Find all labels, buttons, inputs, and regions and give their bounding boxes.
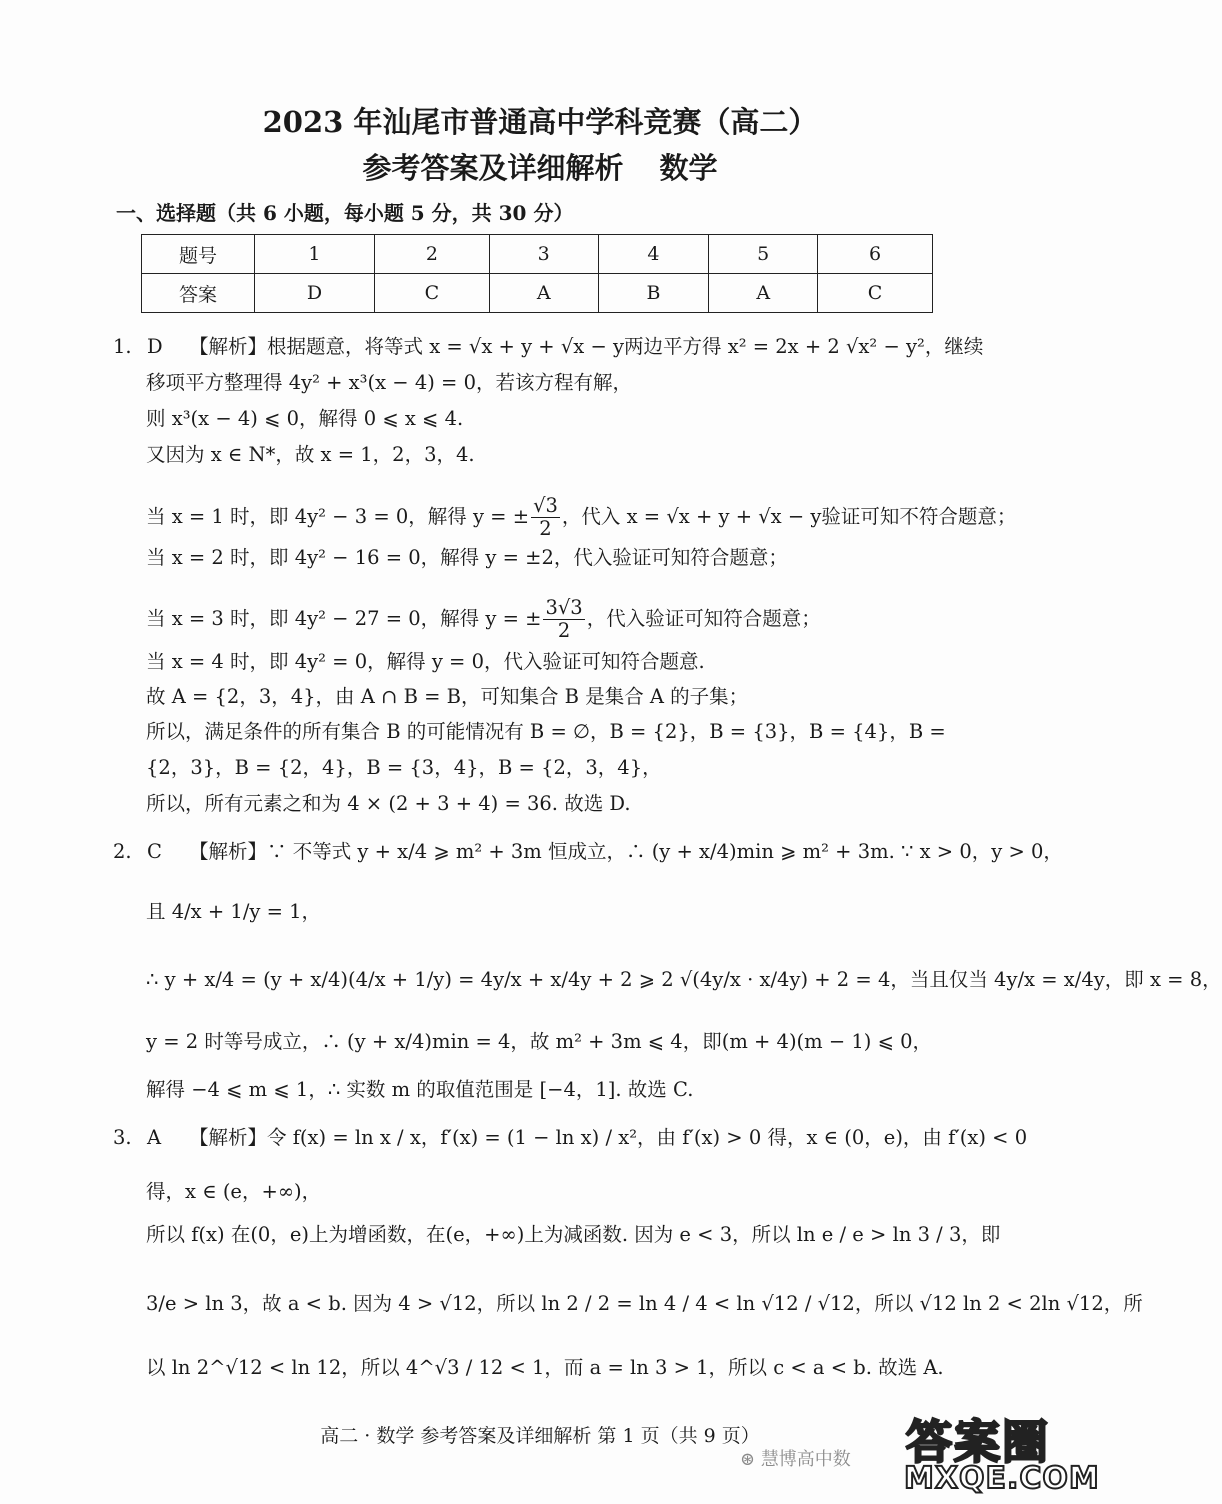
q1-line-1 — [113, 333, 983, 361]
denominator: 2 — [557, 619, 571, 642]
q1-line-6: 当 x = 2 时，即 4y² − 16 = 0，解得 y = ±2，代入验证可知符合题意； — [146, 546, 788, 569]
table-header-cell: 题号 — [142, 235, 255, 274]
question-number: 3. — [113, 1126, 132, 1149]
q1-line-7 — [146, 597, 821, 642]
table-cell: 4 — [598, 235, 709, 274]
site-logo-watermark — [900, 1406, 1100, 1498]
solution-text: 【解析】∵ 不等式 y + x/4 ⩾ m² + 3m 恒成立，∴ (y + x/4)min ⩾ m² + 3m. ∵ x > 0，y > 0， — [189, 840, 1063, 863]
fraction — [531, 495, 560, 540]
table-cell: B — [598, 274, 709, 313]
q2-line-5: 解得 −4 ⩽ m ⩽ 1，∴ 实数 m 的取值范围是 [−4，1]. 故选 C. — [146, 1078, 694, 1101]
table-header-cell: 答案 — [142, 274, 255, 313]
wechat-watermark-text: 慧博高中数 — [760, 1449, 851, 1470]
q1-line-3: 则 x³(x − 4) ⩽ 0，解得 0 ⩽ x ⩽ 4. — [146, 407, 464, 430]
q1-line-2: 移项平方整理得 4y² + x³(x − 4) = 0，若该方程有解， — [146, 371, 632, 394]
logo-text: 答案圈 — [906, 1415, 1050, 1469]
denominator: 2 — [539, 517, 552, 540]
question-answer-letter: C — [147, 840, 162, 863]
q3-line-5: 以 ln 2^√12 < ln 12，所以 4^√3 / 12 < 1，而 a = ln 3 > 1，所以 c < a < b. 故选 A. — [146, 1356, 944, 1379]
q3-line-2: 得，x ∈ (e，+∞)， — [146, 1180, 322, 1203]
logo-site-text: MXQE.COM — [904, 1461, 1100, 1496]
q1-line-9: 故 A = {2，3，4}，由 A ∩ B = B，可知集合 B 是集合 A 的子集； — [146, 685, 749, 708]
page-title: 2023 年汕尾市普通高中学科竞赛（高二） — [262, 105, 818, 139]
question-answer-letter: D — [147, 335, 163, 358]
q2-line-3: ∴ y + x/4 = (y + x/4)(4/x + 1/y) = 4y/x + x/4y + 2 ⩾ 2 √(4y/x · x/4y) + 2 = 4，当且仅当 4y/x = x/4y，即 x = 8， — [146, 968, 1222, 991]
subtitle-subject: 数学 — [659, 151, 718, 185]
wechat-watermark — [740, 1445, 851, 1471]
question-answer-letter: A — [147, 1126, 162, 1149]
table-cell: C — [818, 274, 933, 313]
table-row — [142, 274, 933, 313]
q3-line-4: 3/e > ln 3，故 a < b. 因为 4 > √12，所以 ln 2 / 2 = ln 4 / 4 < ln √12 / √12，所以 √12 ln 2 < 2ln √12，所 — [146, 1292, 1143, 1315]
solution-text: 当 x = 1 时，即 4y² − 3 = 0，解得 y = ± — [146, 505, 530, 528]
table-cell: 2 — [374, 235, 489, 274]
q2-line-4: y = 2 时等号成立，∴ (y + x/4)min = 4，故 m² + 3m ⩽ 4，即(m + 4)(m − 1) ⩽ 0， — [146, 1030, 933, 1053]
solution-text: 【解析】令 f(x) = ln x / x，f′(x) = (1 − ln x) / x²，由 f′(x) > 0 得，x ∈ (0，e)，由 f′(x) < 0 — [189, 1126, 1028, 1149]
question-number: 1. — [113, 335, 132, 358]
solution-text: ，代入验证可知符合题意； — [586, 607, 821, 630]
q1-line-10: 所以，满足条件的所有集合 B 的可能情况有 B = ∅，B = {2}，B = {3}，B = {4}，B = — [146, 720, 946, 743]
subtitle-main: 参考答案及详细解析 — [362, 151, 624, 185]
q1-line-5 — [146, 495, 1016, 540]
table-cell: 3 — [489, 235, 598, 274]
table-cell: A — [489, 274, 598, 313]
solution-text: 当 x = 3 时，即 4y² − 27 = 0，解得 y = ± — [146, 607, 542, 630]
numerator: 3√3 — [545, 596, 583, 619]
table-cell: D — [255, 274, 375, 313]
table-row — [142, 235, 933, 274]
q2-line-2: 且 4/x + 1/y = 1， — [146, 900, 322, 923]
q3-line-3: 所以 f(x) 在(0，e)上为增函数，在(e，+∞)上为减函数. 因为 e < 3，所以 ln e / e > ln 3 / 3，即 — [146, 1223, 1001, 1246]
q1-line-12: 所以，所有元素之和为 4 × (2 + 3 + 4) = 36. 故选 D. — [146, 792, 631, 815]
table-cell: A — [709, 274, 818, 313]
wechat-icon: ⊛ — [740, 1449, 761, 1470]
q1-line-11: {2，3}，B = {2，4}，B = {3，4}，B = {2，3，4}， — [146, 756, 662, 779]
table-cell: 1 — [255, 235, 375, 274]
q1-line-8: 当 x = 4 时，即 4y² = 0，解得 y = 0，代入验证可知符合题意. — [146, 650, 705, 673]
fraction — [543, 597, 584, 642]
table-cell: 6 — [818, 235, 933, 274]
table-cell: 5 — [709, 235, 818, 274]
q3-line-1 — [113, 1124, 1027, 1152]
solution-text: 【解析】根据题意，将等式 x = √x + y + √x − y两边平方得 x² = 2x + 2 √x² − y²，继续 — [189, 335, 984, 358]
answer-table — [141, 234, 933, 313]
solution-text: ，代入 x = √x + y + √x − y验证可知不符合题意； — [561, 505, 1017, 528]
page-footer: 高二 · 数学 参考答案及详细解析 第 1 页（共 9 页） — [320, 1425, 760, 1447]
q2-line-1 — [113, 838, 1063, 866]
q1-line-4: 又因为 x ∈ N*，故 x = 1，2，3，4. — [146, 443, 475, 466]
question-number: 2. — [113, 840, 132, 863]
section-heading: 一、选择题（共 6 小题，每小题 5 分，共 30 分） — [116, 201, 574, 225]
page-subtitle — [0, 146, 1080, 187]
numerator: √3 — [533, 494, 558, 517]
table-cell: C — [374, 274, 489, 313]
